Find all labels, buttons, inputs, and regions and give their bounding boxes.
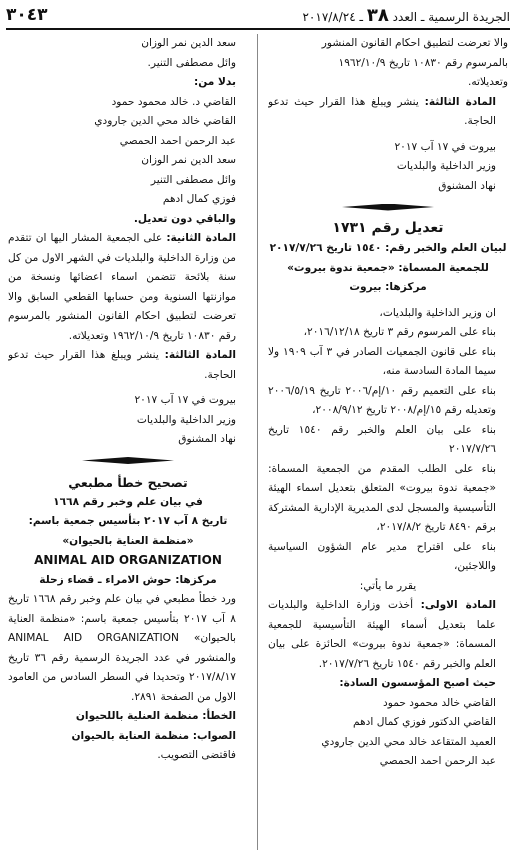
text-line: وتعديلاته.	[467, 76, 508, 88]
correction-body: ورد خطأ مطبعي في بيان علم وخبر رقم ١٦٦٨ تاريخ ٨ آب ٢٠١٧ بتأسيس جمعية باسم: «منظمة العناية بالحيوان» ANIMAL AID ORGANIZATION والمنشور في عدد الجريدة الرسمية رقم ٣٦ تاريخ ٢٠١٧/٨/١٧ وتحديدا في السطر السادس من العامود الاول من الصفحة ٢٨٩١.	[8, 593, 236, 703]
preamble-line: بناء على التعميم رقم ١٠/إم/٢٠٠٦ تاريخ ٢٠٠٦/٥/١٩ وتعديله رقم ١٥/إم/٢٠٠٨ تاريخ ٢٠٠٨/٩/١٢،	[268, 384, 496, 416]
signature-date: بيروت في ١٧ آب ٢٠١٧	[394, 140, 496, 153]
section-separator	[268, 200, 508, 214]
correction-location: مركزها: حوش الامراء ـ قضاء زحلة	[39, 573, 217, 586]
founder-name: سعد الدين نمر الوزان	[141, 37, 236, 49]
issue-date: ـ ٢٠١٧/٨/٢٤	[302, 9, 364, 24]
text-line: بالمرسوم رقم ١٠٨٣٠ تاريخ ١٩٦٢/١٠/٩	[338, 56, 508, 69]
rest-unchanged: والباقي دون تعديل.	[133, 212, 236, 225]
page-header	[6, 2, 510, 30]
column-divider	[257, 34, 258, 850]
founder-name: وائل مصطفى التنير.	[147, 56, 236, 69]
preamble-line: ان وزير الداخلية والبلديات،	[379, 306, 496, 319]
closing-line: فاقتضى التصويب.	[157, 749, 236, 761]
signature-role: وزير الداخلية والبلديات	[136, 413, 236, 426]
wrong-line: الخطأ: منظمة العنلية باللحيوان	[75, 710, 236, 722]
correction-subtitle: في بيان علم وخبر رقم ١٦٦٨	[53, 495, 203, 508]
previous-founder-name: سعد الدين نمر الوزان	[141, 154, 236, 166]
amendment-subtitle: للجمعية المسماة: «جمعية ندوة بيروت»	[287, 261, 489, 274]
amendment-location: مركزها: بيروت	[349, 281, 427, 293]
signature-name: نهاد المشنوق	[178, 433, 236, 445]
left-column	[8, 34, 248, 852]
instead-heading: بدلا من:	[193, 76, 236, 88]
preamble-line: بناء على قانون الجمعيات الصادر في ٣ آب ١٩٠٩ ولا سيما المادة السادسة منه،	[268, 345, 496, 377]
previous-founder-name: عبد الرحمن احمد الحمصي	[119, 134, 236, 147]
header-title: الجريدة الرسمية ـ العدد ٣٨ ـ ٢٠١٧/٨/٢٤	[302, 4, 510, 26]
founder-name: القاضي الدكتور فوزي كمال ادهم	[353, 716, 496, 728]
founder-name: العميد المتقاعد خالد محي الدين جارودي	[321, 735, 496, 748]
preamble-line: بناء على المرسوم رقم ٣ تاريخ ٢٠١٦/١٢/١٨،	[303, 326, 496, 338]
signature-name: نهاد المشنوق	[438, 179, 496, 192]
issue-number: ٣٨	[366, 4, 389, 26]
founder-name: القاضي خالد محمود حمود	[383, 696, 496, 709]
previous-founder-name: وائل مصطفى التنير	[150, 173, 236, 186]
amendment-subtitle: لبيان العلم والخبر رقم: ١٥٤٠ تاريخ ٢٠١٧/٧/٢٦	[269, 242, 507, 254]
article-one: المادة الاولى: أخذت وزارة الداخلية والبلديات علما بتعديل أسماء الهيئة التأسيسية للجمعية المسماة: «جمعية ندوة بيروت» الحائزة على بيان العلم والخبر رقم ١٥٤٠ تاريخ ٢٠١٧/٧/٢٦.	[268, 599, 496, 670]
preamble-line: بناء على اقتراح مدير عام الشؤون السياسية واللاجئين،	[268, 540, 496, 572]
section-separator	[8, 454, 248, 468]
amendment-title: تعديل رقم ١٧٣١	[332, 220, 444, 236]
correct-line: الصواب: منظمة العناية بالحيوان	[71, 729, 236, 742]
correction-title: تصحيح خطأ مطبعي	[68, 474, 188, 490]
correction-subtitle: تاريخ ٨ آب ٢٠١٧ بتأسيس جمعية باسم:	[28, 515, 228, 527]
signature-date: بيروت في ١٧ آب ٢٠١٧	[134, 394, 236, 406]
page-number: ٣٠٤٣	[6, 5, 48, 25]
right-column	[268, 34, 508, 852]
article-two: المادة الثانية: على الجمعية المشار اليها ان تتقدم من وزارة الداخلية والبلديات في الشهر الاول من كل سنة بلائحة تتضمن اسماء اعضائها ونسخة من موازنتها السنوية ومن حسابها القطعي السابق والا تعرضت لتطبيق احكام القانون المنشور بالمرسوم رقم ١٠٨٣٠ تاريخ ١٩٦٢/١٠/٩ وتعديلاته.	[8, 232, 236, 342]
association-english-name: ANIMAL AID ORGANIZATION	[34, 553, 222, 567]
founder-name: عبد الرحمن احمد الحمصي	[379, 755, 496, 767]
previous-founder-name: فوزي كمال ادهم	[162, 193, 236, 205]
previous-founder-name: القاضي خالد محي الدين جارودي	[94, 115, 236, 127]
article-three: المادة الثالثة: ينشر ويبلغ هذا القرار حيث تدعو الحاجة.	[8, 349, 236, 381]
previous-founder-name: القاضي د. خالد محمود حمود	[111, 95, 236, 108]
decides-line: يقرر ما يأتي:	[359, 579, 417, 592]
preamble-line: بناء على بيان العلم والخبر رقم ١٥٤٠ تاريخ ٢٠١٧/٧/٢٦	[268, 423, 496, 455]
correction-subtitle: «منظمة العناية بالحيوان»	[62, 534, 194, 547]
founders-heading: حيث اصبح المؤسسون السادة:	[339, 677, 496, 689]
signature-role: وزير الداخلية والبلديات	[396, 160, 496, 172]
text-line: والا تعرضت لتطبيق احكام القانون المنشور	[321, 37, 508, 49]
preamble-line: بناء على الطلب المقدم من الجمعية المسماة: «جمعية ندوة بيروت» المتعلق بتعديل اسماء الهيئة التأسيسية والمسجل لدى المديرية الإدارية المشتركة برقم ٨٤٩٠ تاريخ ٢٠١٧/٨/٢،	[268, 462, 496, 533]
article-three: المادة الثالثة: ينشر ويبلغ هذا القرار حيث تدعو الحاجة.	[268, 95, 496, 127]
